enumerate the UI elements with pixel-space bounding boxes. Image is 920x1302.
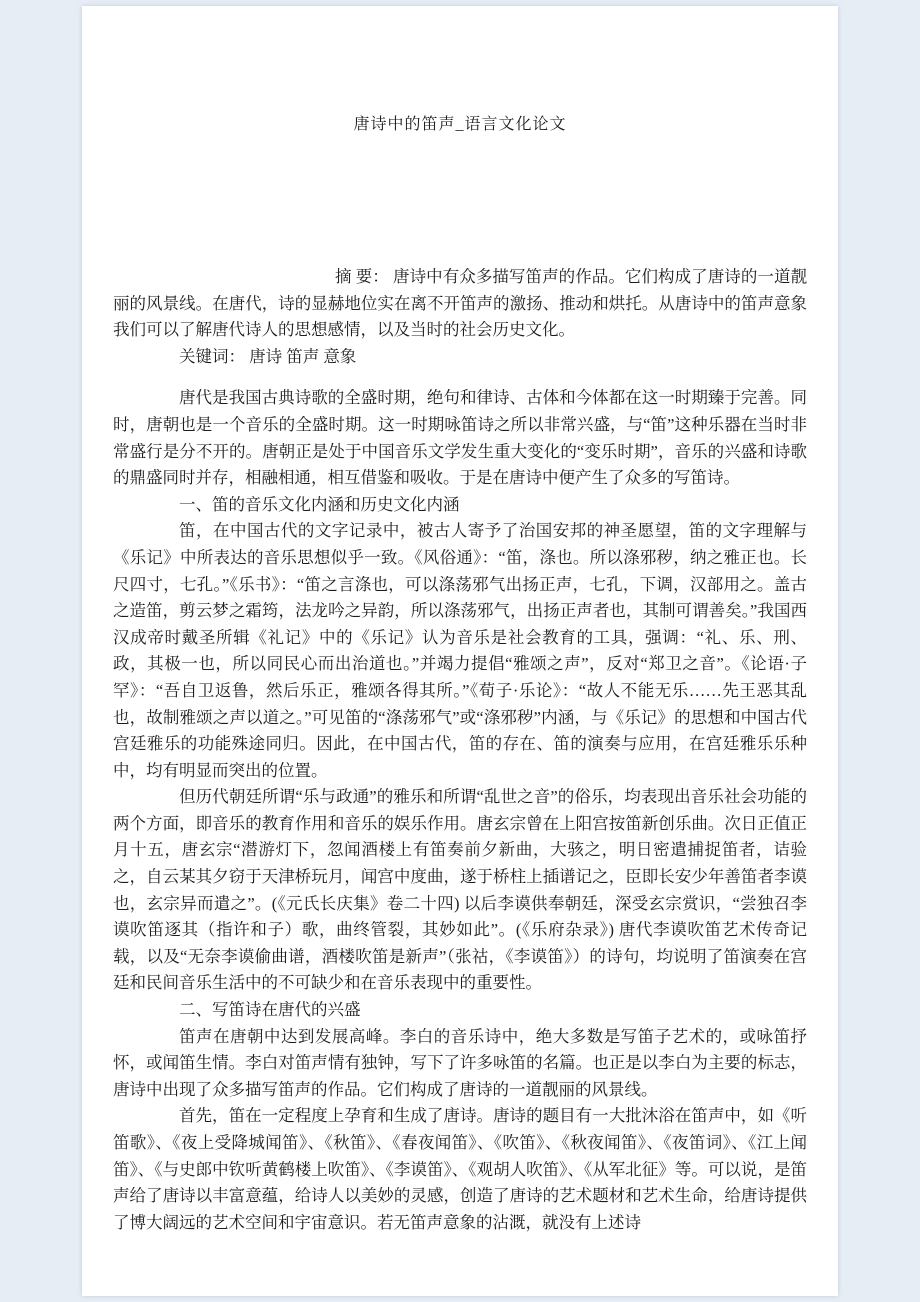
document-title: 唐诗中的笛声_语言文化论文: [353, 116, 567, 133]
section-1-paragraph: 笛，在中国古代的文字记录中，被古人寄予了治国安邦的神圣愿望，笛的文字理解与《乐记》中所表达的音乐思想似乎一致。《风俗通》：“笛，涤也。所以涤邪秽，纳之雅正也。长尺四寸，七孔。”《乐书》：“笛之言涤也，可以涤荡邪气出扬正声，七孔，下调，汉部用之。盖古之造笛，剪云梦之霜筠，法龙吟之异韵，所以涤荡邪气，出扬正声者也，其制可谓善矣。”我国西汉成帝时戴圣所辑《礼记》中的《乐记》认为音乐是社会教育的工具，强调：“礼、乐、刑、政，其极一也，所以同民心而出治道也。”并竭力提倡“雅颂之声”，反对“郑卫之音”。《论语·子罕》：“吾自卫返鲁，然后乐正，雅颂各得其所。”《荀子·乐论》：“故人不能无乐……先王恶其乱也，故制雅颂之声以道之。”可见笛的“涤荡邪气”或“涤邪秽”内涵，与《乐记》的思想和中国古代宫廷雅乐的功能殊途同归。因此，在中国古代，笛的存在、笛的演奏与应用，在宫廷雅乐乐种中，均有明显而突出的位置。: [113, 521, 807, 780]
document-page: [82, 6, 838, 1296]
section-2-paragraph: 笛声在唐朝中达到发展高峰。李白的音乐诗中，绝大多数是写笛子艺术的，或咏笛抒怀，或闻笛生情。李白对笛声情有独钟，写下了许多咏笛的名篇。也正是以李白为主要的标志，唐诗中出现了众多描写笛声的作品。它们构成了唐诗的一道靓丽的风景线。: [113, 1026, 807, 1099]
intro-paragraph: 唐代是我国古典诗歌的全盛时期，绝句和律诗、古体和今体都在这一时期臻于完善。同时，唐朝也是一个音乐的全盛时期。这一时期咏笛诗之所以非常兴盛，与“笛”这种乐器在当时非常盛行是分不开的。唐朝正是处于中国音乐文学发生重大变化的“变乐时期”，音乐的兴盛和诗歌的鼎盛同时并存，相融相通，相互借鉴和吸收。于是在唐诗中便产生了众多的写笛诗。: [113, 388, 807, 488]
section-2-paragraph-2: 首先，笛在一定程度上孕育和生成了唐诗。唐诗的题目有一大批沐浴在笛声中，如《听笛歌》、《夜上受降城闻笛》、《秋笛》、《春夜闻笛》、《吹笛》、《秋夜闻笛》、《夜笛词》、《江上闻笛》、《与史郎中钦听黄鹤楼上吹笛》、《李谟笛》、《观胡人吹笛》、《从军北征》等。可以说，是笛声给了唐诗以丰富意蕴，给诗人以美妙的灵感，创造了唐诗的艺术题材和艺术生命，给唐诗提供了博大阔远的艺术空间和宇宙意识。若无笛声意象的沾溉，就没有上述诗: [113, 1106, 807, 1232]
keywords-line: 关键词： 唐诗 笛声 意象: [179, 346, 357, 366]
section-heading-2: 二、写笛诗在唐代的兴盛: [179, 1000, 361, 1020]
section-1-paragraph-2: 但历代朝廷所谓“乐与政通”的雅乐和所谓“乱世之音”的俗乐，均表现出音乐社会功能的两个方面，即音乐的教育作用和音乐的娱乐作用。唐玄宗曾在上阳宫按笛新创乐曲。次日正值正月十五，唐玄宗“潜游灯下，忽闻酒楼上有笛奏前夕新曲，大骇之，明日密遣捕捉笛者，诘验之，自云某其夕窃于天津桥玩月，闻宫中度曲，遂于桥柱上插谱记之，臣即长安少年善笛者李谟也，玄宗异而遣之”。(《元氏长庆集》卷二十四) 以后李谟供奉朝廷，深受玄宗赏识，“尝独召李谟吹笛逐其（指许和子）歌，曲终管裂，其妙如此”。(《乐府杂录》) 唐代李谟吹笛艺术传奇记载，以及“无奈李谟偷曲谱，酒楼吹笛是新声”（张祜，《李谟笛》）的诗句，均说明了笛演奏在宫廷和民间音乐生活中的不可缺少和在音乐表现中的重要性。: [113, 787, 807, 993]
abstract-paragraph: 摘 要： 唐诗中有众多描写笛声的作品。它们构成了唐诗的一道靓丽的风景线。在唐代，诗的显赫地位实在离不开笛声的激扬、推动和烘托。从唐诗中的笛声意象我们可以了解唐代诗人的思想感情，以及当时的社会历史文化。: [113, 267, 807, 340]
section-heading-1: 一、笛的音乐文化内涵和历史文化内涵: [179, 494, 460, 514]
